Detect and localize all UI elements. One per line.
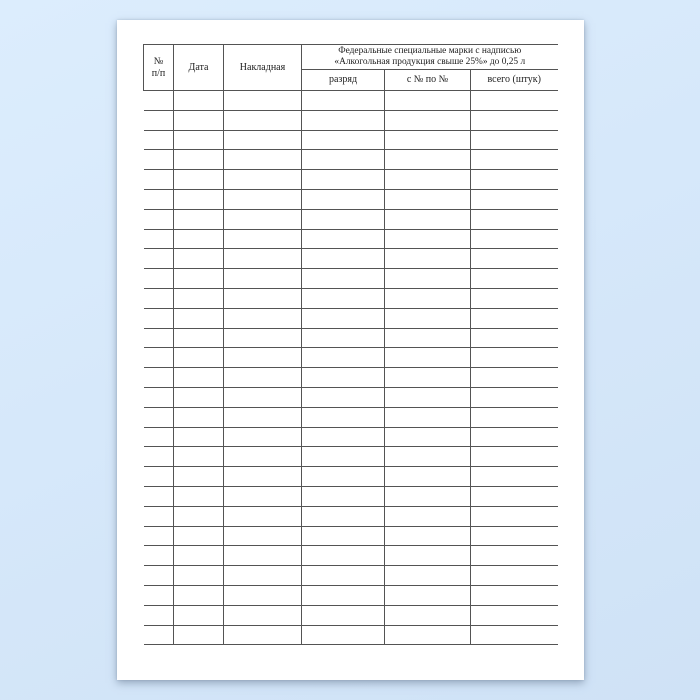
table-cell: [174, 170, 224, 190]
table-cell: [471, 348, 558, 368]
table-cell: [174, 566, 224, 586]
table-cell: [302, 150, 385, 170]
table-cell: [302, 427, 385, 447]
table-row: [144, 368, 558, 388]
table-cell: [224, 526, 302, 546]
table-cell: [174, 506, 224, 526]
table-cell: [471, 328, 558, 348]
table-cell: [302, 407, 385, 427]
table-cell: [385, 566, 471, 586]
table-cell: [471, 605, 558, 625]
table-cell: [174, 625, 224, 645]
col-header-num-line1: №: [153, 56, 164, 67]
table-cell: [302, 170, 385, 190]
table-row: [144, 348, 558, 368]
table-header: [144, 45, 558, 91]
table-cell: [385, 407, 471, 427]
table-row: [144, 269, 558, 289]
table-cell: [144, 625, 174, 645]
table-cell: [144, 249, 174, 269]
table-cell: [144, 170, 174, 190]
table-cell: [144, 209, 174, 229]
table-row: [144, 209, 558, 229]
table-cell: [385, 229, 471, 249]
table-cell: [302, 308, 385, 328]
table-cell: [471, 486, 558, 506]
table-cell: [302, 269, 385, 289]
table-row: [144, 546, 558, 566]
table-row: [144, 625, 558, 645]
table-cell: [471, 427, 558, 447]
table-body: [144, 91, 558, 645]
table-cell: [174, 308, 224, 328]
table-cell: [302, 467, 385, 487]
table-cell: [385, 170, 471, 190]
table-row: [144, 229, 558, 249]
table-cell: [224, 486, 302, 506]
table-cell: [385, 546, 471, 566]
table-cell: [144, 447, 174, 467]
table-cell: [385, 150, 471, 170]
table-cell: [302, 486, 385, 506]
table-cell: [471, 229, 558, 249]
table-cell: [385, 308, 471, 328]
table-row: [144, 288, 558, 308]
table-row: [144, 526, 558, 546]
table-cell: [174, 130, 224, 150]
table-cell: [144, 328, 174, 348]
col-header-date: Дата: [174, 45, 224, 91]
table-cell: [174, 368, 224, 388]
table-row: [144, 308, 558, 328]
table-cell: [174, 110, 224, 130]
table-cell: [224, 288, 302, 308]
table-cell: [385, 348, 471, 368]
table-row: [144, 130, 558, 150]
table-row: [144, 506, 558, 526]
table-cell: [471, 585, 558, 605]
table-cell: [302, 348, 385, 368]
table-row: [144, 407, 558, 427]
col-header-num: [144, 45, 174, 91]
table-cell: [174, 328, 224, 348]
col-header-num-line2: п/п: [151, 67, 166, 79]
table-cell: [471, 387, 558, 407]
header-row-top: [144, 45, 558, 70]
table-cell: [174, 91, 224, 111]
table-row: [144, 249, 558, 269]
table-cell: [224, 585, 302, 605]
table-cell: [144, 585, 174, 605]
table-cell: [144, 130, 174, 150]
table-row: [144, 566, 558, 586]
table-cell: [224, 387, 302, 407]
table-cell: [302, 130, 385, 150]
table-cell: [385, 368, 471, 388]
table-cell: [144, 308, 174, 328]
table-cell: [471, 91, 558, 111]
table-cell: [174, 348, 224, 368]
table-cell: [471, 130, 558, 150]
table-cell: [302, 189, 385, 209]
document-page: [117, 20, 584, 680]
table-cell: [385, 110, 471, 130]
table-cell: [174, 546, 224, 566]
table-cell: [174, 150, 224, 170]
table-cell: [224, 189, 302, 209]
table-row: [144, 467, 558, 487]
table-cell: [174, 387, 224, 407]
table-cell: [385, 506, 471, 526]
table-cell: [144, 546, 174, 566]
table-cell: [224, 209, 302, 229]
table-row: [144, 427, 558, 447]
table-cell: [302, 288, 385, 308]
table-row: [144, 605, 558, 625]
table-cell: [385, 328, 471, 348]
table-cell: [385, 249, 471, 269]
table-cell: [224, 229, 302, 249]
table-row: [144, 189, 558, 209]
table-cell: [144, 566, 174, 586]
table-cell: [471, 467, 558, 487]
table-cell: [471, 526, 558, 546]
group-header-fsm-line2: «Алкогольная продукция свыше 25%» до 0,25 л: [334, 57, 526, 67]
table-cell: [471, 170, 558, 190]
table-row: [144, 585, 558, 605]
table-cell: [385, 427, 471, 447]
table-cell: [471, 150, 558, 170]
table-cell: [224, 269, 302, 289]
table-row: [144, 387, 558, 407]
table-cell: [174, 447, 224, 467]
table-cell: [174, 526, 224, 546]
table-cell: [224, 130, 302, 150]
table-cell: [385, 269, 471, 289]
table-cell: [385, 526, 471, 546]
table-cell: [174, 209, 224, 229]
table-cell: [174, 486, 224, 506]
table-cell: [302, 546, 385, 566]
table-cell: [302, 249, 385, 269]
table-cell: [174, 605, 224, 625]
table-cell: [144, 229, 174, 249]
table-cell: [302, 566, 385, 586]
table-row: [144, 486, 558, 506]
table-cell: [224, 467, 302, 487]
table-cell: [471, 407, 558, 427]
table-row: [144, 150, 558, 170]
table-cell: [144, 269, 174, 289]
table-cell: [144, 605, 174, 625]
table-cell: [302, 368, 385, 388]
table-cell: [471, 209, 558, 229]
table-cell: [224, 546, 302, 566]
table-cell: [471, 368, 558, 388]
subcol-header-range: с № по №: [385, 70, 471, 91]
table-cell: [224, 249, 302, 269]
table-cell: [385, 605, 471, 625]
table-cell: [471, 288, 558, 308]
table-cell: [302, 110, 385, 130]
table-cell: [385, 486, 471, 506]
table-cell: [174, 427, 224, 447]
table-cell: [174, 249, 224, 269]
table-cell: [144, 189, 174, 209]
table-cell: [302, 387, 385, 407]
table-cell: [302, 328, 385, 348]
table-cell: [471, 506, 558, 526]
table-cell: [385, 467, 471, 487]
table-cell: [174, 189, 224, 209]
table-row: [144, 447, 558, 467]
table-cell: [144, 288, 174, 308]
table-cell: [224, 348, 302, 368]
table-cell: [174, 407, 224, 427]
table-cell: [302, 625, 385, 645]
table-cell: [224, 427, 302, 447]
table-cell: [224, 308, 302, 328]
table-cell: [385, 387, 471, 407]
table-cell: [224, 605, 302, 625]
table-cell: [224, 170, 302, 190]
table-cell: [471, 447, 558, 467]
table-cell: [302, 209, 385, 229]
table-cell: [385, 447, 471, 467]
table-cell: [144, 506, 174, 526]
table-cell: [224, 566, 302, 586]
table-cell: [224, 110, 302, 130]
table-cell: [144, 427, 174, 447]
table-row: [144, 110, 558, 130]
col-header-invoice: Накладная: [224, 45, 302, 91]
table-cell: [224, 328, 302, 348]
table-cell: [471, 110, 558, 130]
group-header-fsm-line1: Федеральные специальные марки с надписью: [338, 46, 522, 56]
table-cell: [174, 467, 224, 487]
table-cell: [144, 150, 174, 170]
table-cell: [224, 407, 302, 427]
table-cell: [224, 506, 302, 526]
table-cell: [174, 269, 224, 289]
table-cell: [224, 625, 302, 645]
table-cell: [144, 407, 174, 427]
table-cell: [471, 189, 558, 209]
table-cell: [224, 150, 302, 170]
table-cell: [302, 447, 385, 467]
subcol-header-category: разряд: [302, 70, 385, 91]
table-cell: [302, 506, 385, 526]
table-cell: [471, 269, 558, 289]
table-cell: [144, 467, 174, 487]
table-cell: [144, 486, 174, 506]
table-cell: [385, 189, 471, 209]
table-cell: [224, 368, 302, 388]
table-cell: [385, 585, 471, 605]
table-row: [144, 91, 558, 111]
table-cell: [302, 605, 385, 625]
table-cell: [144, 387, 174, 407]
table-cell: [471, 566, 558, 586]
table-cell: [385, 209, 471, 229]
subcol-header-total: всего (штук): [471, 70, 558, 91]
table-cell: [144, 110, 174, 130]
table-cell: [302, 526, 385, 546]
table-cell: [385, 625, 471, 645]
table-cell: [224, 447, 302, 467]
table-cell: [385, 130, 471, 150]
table-cell: [385, 91, 471, 111]
group-header-fsm: [302, 45, 558, 70]
marks-journal-table: [143, 44, 558, 645]
table-row: [144, 170, 558, 190]
table-cell: [302, 91, 385, 111]
table-cell: [385, 288, 471, 308]
table-cell: [144, 91, 174, 111]
table-cell: [174, 585, 224, 605]
table-cell: [471, 546, 558, 566]
table-row: [144, 328, 558, 348]
table-cell: [302, 229, 385, 249]
table-cell: [144, 368, 174, 388]
table-cell: [144, 526, 174, 546]
table-cell: [224, 91, 302, 111]
table-cell: [471, 249, 558, 269]
table-cell: [471, 625, 558, 645]
table-cell: [174, 229, 224, 249]
table-cell: [174, 288, 224, 308]
table-cell: [302, 585, 385, 605]
table-cell: [471, 308, 558, 328]
table-cell: [144, 348, 174, 368]
